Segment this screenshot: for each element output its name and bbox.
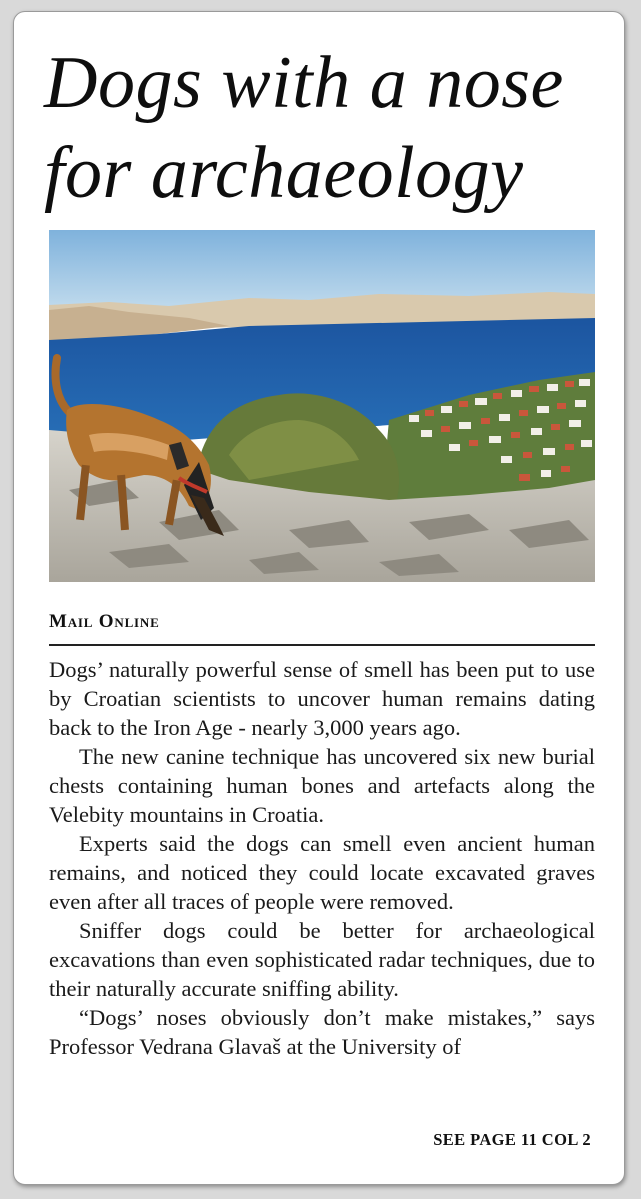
headline: Dogs with a nose for archaeology xyxy=(44,42,564,214)
paragraph: “Dogs’ noses obviously don’t make mistakes,” says Professor Vedrana Glavaš at the University of xyxy=(49,1005,595,1059)
divider xyxy=(49,644,595,646)
paragraph: Experts said the dogs can smell even ancient human remains, and noticed they could locate excavated graves even after all traces of people were removed. xyxy=(49,831,595,914)
article-photo xyxy=(49,230,595,582)
continuation-reference: SEE PAGE 11 COL 2 xyxy=(433,1130,591,1149)
paragraph: The new canine technique has uncovered six new burial chests containing human bones and artefacts along the Velebity mountains in Croatia. xyxy=(49,744,595,827)
article-card xyxy=(13,11,625,1185)
source-label: Mail Online xyxy=(49,611,160,632)
article-body xyxy=(49,655,595,1061)
paragraph: Sniffer dogs could be better for archaeological excavations than even sophisticated radar techniques, due to their naturally accurate sniffing ability. xyxy=(49,918,595,1001)
paragraph: Dogs’ naturally powerful sense of smell has been put to use by Croatian scientists to uncover human remains dating back to the Iron Age - nearly 3,000 years ago. xyxy=(49,657,595,740)
